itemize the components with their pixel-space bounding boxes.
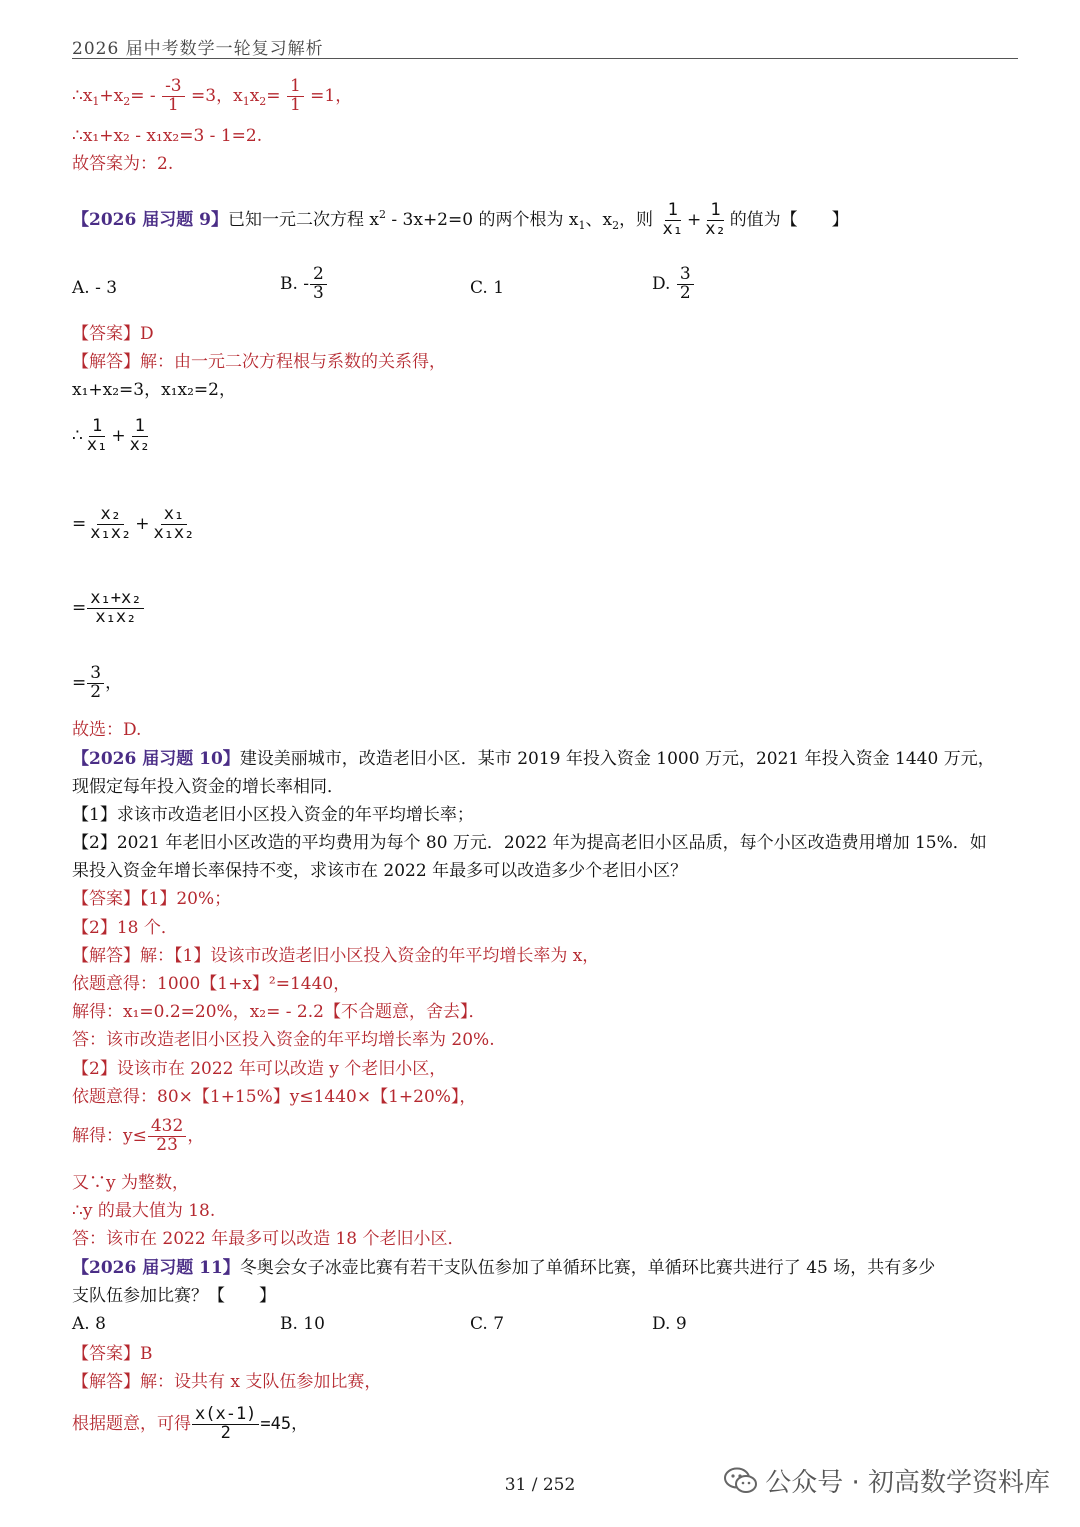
fraction-numerator: 2 (310, 266, 327, 285)
q11-option-c: C. 7 (470, 1314, 505, 1334)
fraction (87, 506, 134, 543)
header-divider (72, 58, 1018, 59)
q9-solution-head: 【解答】解：由一元二次方程根与系数的关系得， (72, 352, 446, 372)
fraction-denominator: x₁ (662, 218, 683, 239)
q10-part-2b: 果投入资金年增长率保持不变，求该市在 2022 年最多可以改造多少个老旧小区？ (72, 861, 688, 881)
fraction-denominator: 23 (156, 1134, 178, 1155)
q9-text: 已知一元二次方程 x (227, 209, 379, 230)
q10-solution-10: 答：该市在 2022 年最多可以改造 18 个老旧小区． (72, 1229, 465, 1249)
watermark-text: 公众号 · 初高数学资料库 (765, 1468, 1050, 1498)
q11-answer: 【答案】B (72, 1344, 153, 1364)
fraction-denominator: x₁x₂ (90, 522, 132, 543)
page-header-title: 2026 届中考数学一轮复习解析 (72, 39, 324, 59)
fraction (84, 418, 110, 455)
page-number: 31 / 252 (504, 1475, 576, 1495)
option-label: D. (652, 273, 671, 294)
q10-part-2a: 【2】2021 年老旧小区改造的平均费用为每个 80 万元．2022 年为提高老旧小区品质，每个小区改造费用增加 15%．如 (72, 833, 987, 853)
fraction-denominator: 1 (289, 94, 301, 115)
q10-part-1: 【1】求该市改造老旧小区投入资金的年平均增长率； (72, 805, 474, 825)
fraction (87, 590, 144, 627)
option-label: B. - (280, 273, 310, 294)
prev-text: =1， (310, 85, 353, 106)
q9-step-2: = $\frac{\text{x₂}}{\text{x₁x₂}}$ + $\frac{\text{x₁}}{\text{x₁x₂}}$ (72, 506, 198, 543)
q11-option-b: B. 10 (280, 1314, 325, 1334)
q9-step-1: ∴ $\frac{1}{\text{x₁}}$ + $\frac{1}{\text{x₂}}$ (72, 418, 154, 455)
q10-solution-6: 依题意得：80×【1+15%】y≤1440×【1+20%】， (72, 1087, 477, 1107)
fraction-numerator: x₂ (97, 506, 123, 525)
fraction-denominator: 2 (90, 681, 102, 702)
fraction-denominator: x₁x₂ (95, 606, 137, 627)
prev-text: +x (99, 85, 124, 106)
fraction-denominator: x₂ (129, 434, 151, 455)
q11-solution-1: 【解答】解：设共有 x 支队伍参加比赛， (72, 1372, 382, 1392)
q10-solution-9: ∴y 的最大值为 18. (72, 1201, 216, 1221)
therefore-sign: ∴ (72, 425, 83, 446)
fraction-numerator: 1 (287, 78, 304, 97)
q10-solution-2: 依题意得：1000【1+x】²=1440， (72, 974, 351, 994)
prev-text: =3，x (191, 85, 243, 106)
q10-answer-1: 【答案】【1】20%； (72, 889, 232, 909)
q9-answer: 【答案】D (72, 324, 154, 344)
q10-solution-5: 【2】设该市在 2022 年可以改造 y 个老旧小区， (72, 1059, 447, 1079)
prev-text: x (249, 85, 260, 106)
comma: ， (187, 1125, 205, 1146)
fraction (162, 78, 185, 115)
q11-solution-2 (72, 1406, 308, 1443)
q11-stem-2: 支队伍参加比赛？【 】 (72, 1286, 276, 1306)
q10-solution-3: 解得：x₁=0.2=20%，x₂= - 2.2【不合题意，舍去】． (72, 1002, 486, 1022)
q9-step-3 (72, 590, 145, 627)
fraction-numerator: 1 (132, 418, 148, 437)
fraction-numerator: 3 (677, 266, 694, 285)
problem-tag: 【2026 届习题 9】 (72, 209, 228, 230)
q11-text: =45， (260, 1413, 309, 1434)
fraction (310, 266, 327, 303)
fraction-numerator: 1 (707, 202, 723, 221)
q9-text: ，则 (619, 209, 654, 230)
q9-text: 、x (585, 209, 613, 230)
q10-solution-4: 答：该市改造老旧小区投入资金的年平均增长率为 20%. (72, 1030, 495, 1050)
fraction-numerator: x₁ (161, 506, 187, 525)
q10-stem-1 (72, 747, 995, 771)
q11-stem-1 (72, 1256, 935, 1280)
prev-text: = - (130, 85, 156, 106)
fraction-numerator: 1 (89, 418, 105, 437)
q9-stem: 【2026 届习题 9】已知一元二次方程 $x^2 - 3x+2=0$ 的两个根为 $x_1$、$x_2$，则 $\frac{1}{\text{x₁}}$ + $\frac{1}{\text{x₂}}$ 的值为【 】 (72, 200, 849, 239)
prev-line-1: $\therefore x_1+x_2=$ - $\frac{-3}{1}$ =3，$x_1x_2=$ $\frac{1}{1}$ =1， (72, 76, 353, 115)
q9-solution-sum: x₁+x₂=3，x₁x₂=2， (72, 380, 236, 400)
fraction-denominator: x₁x₂ (153, 522, 195, 543)
q9-option-b (280, 266, 328, 303)
fraction (127, 418, 153, 455)
prev-text: = (266, 85, 281, 106)
q9-option-a: A. - 3 (72, 278, 118, 298)
fraction-denominator: 1 (167, 94, 179, 115)
q10-solution-7 (72, 1118, 204, 1155)
fraction-numerator: x₁+x₂ (87, 590, 144, 609)
q9-step-4 (72, 665, 122, 702)
equals-sign: = (72, 672, 87, 693)
fraction-numerator: -3 (162, 78, 185, 97)
q10-answer-2: 【2】18 个． (72, 918, 178, 938)
plus-sign: + (686, 209, 702, 230)
q11-option-d: D. 9 (652, 1314, 687, 1334)
fraction-denominator: 2 (679, 282, 691, 303)
q9-option-c: C. 1 (470, 278, 505, 298)
fraction-denominator: 2 (220, 1422, 231, 1443)
fraction (287, 78, 304, 115)
wechat-icon (723, 1466, 759, 1496)
q10-solution-1: 【解答】解：【1】设该市改造老旧小区投入资金的年平均增长率为 x， (72, 946, 600, 966)
q9-choose: 故选：D. (72, 720, 142, 740)
problem-tag: 【2026 届习题 11】 (72, 1258, 240, 1278)
comma: ， (105, 672, 123, 693)
fraction-numerator: x(x-1) (192, 1406, 259, 1425)
fraction-denominator: x₂ (705, 218, 726, 239)
q11-text: 根据题意，可得 (72, 1413, 191, 1434)
q11-text: 冬奥会女子冰壶比赛有若干支队伍参加了单循环比赛，单循环比赛共进行了 45 场，共有多少 (239, 1258, 936, 1278)
fraction-denominator: x₁ (86, 434, 108, 455)
q10-text: 解得：y≤ (72, 1125, 147, 1146)
fraction (677, 266, 694, 303)
equals-sign: = (72, 597, 87, 618)
fraction (150, 506, 197, 543)
q9-text: 的值为【 】 (729, 209, 849, 230)
fraction (148, 1118, 186, 1155)
fraction-numerator: 3 (87, 665, 104, 684)
fraction-numerator: 432 (148, 1118, 186, 1137)
fraction (659, 202, 685, 239)
fraction (192, 1406, 259, 1443)
prev-line-2: ∴x₁+x₂ - x₁x₂=3 - 1=2. (72, 126, 263, 146)
prev-text: ∴x (72, 85, 93, 106)
fraction (87, 665, 104, 702)
prev-line-3: 故答案为：2. (72, 154, 174, 174)
problem-tag: 【2026 届习题 10】 (72, 749, 240, 769)
q10-solution-8: 又∵y 为整数， (72, 1173, 190, 1193)
watermark (723, 1462, 1050, 1499)
fraction (702, 202, 728, 239)
q9-option-d (652, 266, 695, 303)
q9-text: - 3x+2=0 的两个根为 x (385, 209, 579, 230)
equals-sign: = (72, 513, 87, 534)
q11-option-a: A. 8 (72, 1314, 106, 1334)
q10-text: 建设美丽城市，改造老旧小区．某市 2019 年投入资金 1000 万元，2021 年投入资金 1440 万元， (239, 749, 995, 769)
fraction-numerator: 1 (665, 202, 681, 221)
fraction-denominator: 3 (313, 282, 324, 303)
q10-stem-2: 现假定每年投入资金的增长率相同． (72, 777, 344, 797)
